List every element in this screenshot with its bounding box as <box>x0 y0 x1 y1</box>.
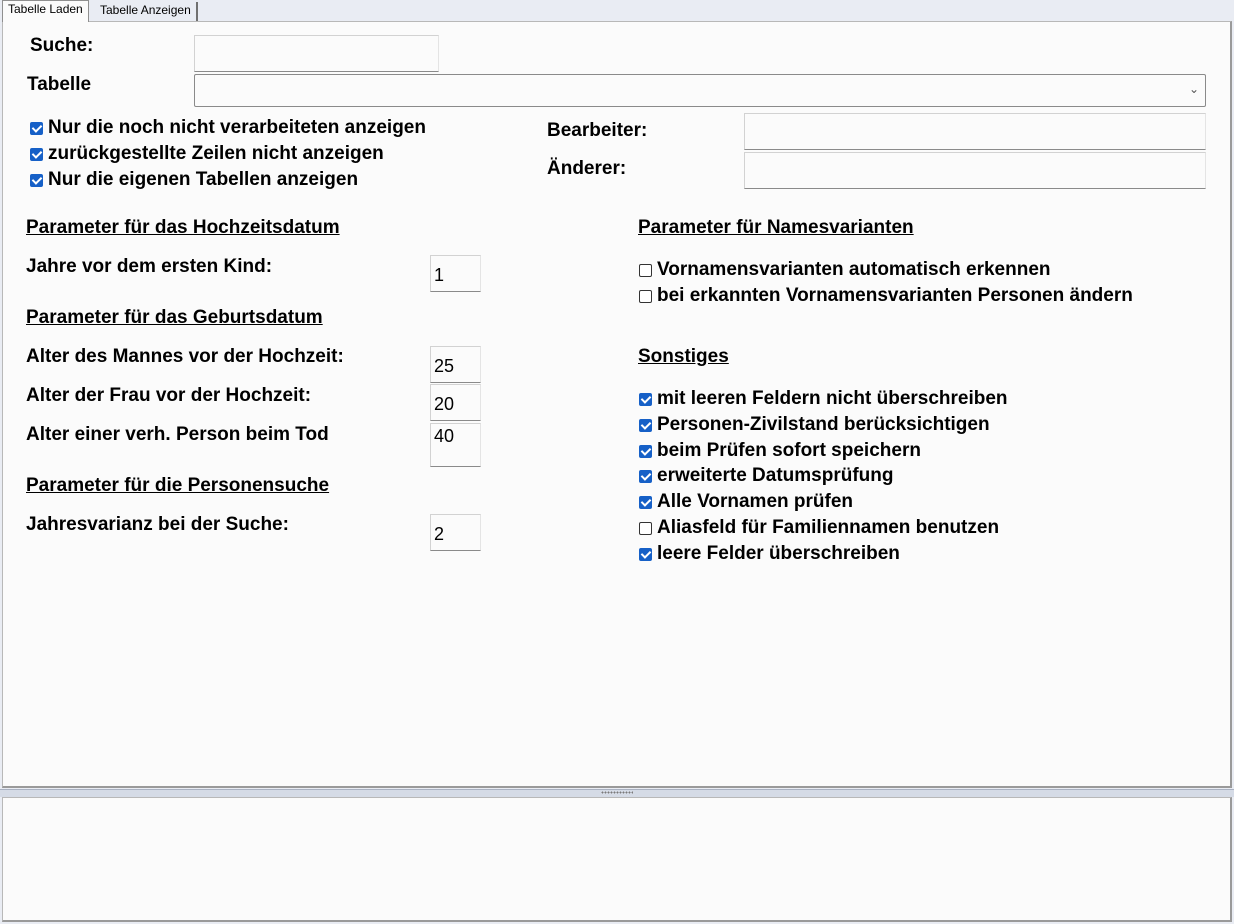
misc-option-5-checkbox[interactable] <box>639 522 652 535</box>
filter-own-tables-label[interactable]: Nur die eigenen Tabellen anzeigen <box>48 169 359 190</box>
filter-own-tables-checkbox[interactable] <box>30 174 43 187</box>
auto-detect-variants-checkbox[interactable] <box>639 264 652 277</box>
year-variance-input[interactable] <box>430 514 481 551</box>
filter-deferred-label[interactable]: zurückgestellte Zeilen nicht anzeigen <box>48 143 384 164</box>
misc-option-6-checkbox[interactable] <box>639 548 652 561</box>
wedding-params-header: Parameter für das Hochzeitsdatum <box>26 217 340 238</box>
misc-header: Sonstiges <box>638 346 729 367</box>
search-label: Suche: <box>30 35 94 56</box>
changer-input[interactable] <box>744 152 1206 189</box>
misc-option-0-label[interactable]: mit leeren Feldern nicht überschreiben <box>657 388 1008 409</box>
male-age-label: Alter des Mannes vor der Hochzeit: <box>26 346 344 367</box>
editor-input[interactable] <box>744 113 1206 150</box>
tab-tabelle-laden[interactable]: Tabelle Laden <box>2 0 89 22</box>
female-age-input[interactable] <box>430 384 481 421</box>
misc-option-5-label[interactable]: Aliasfeld für Familiennamen benutzen <box>657 517 1000 538</box>
splitter-grip-icon[interactable] <box>601 791 633 794</box>
misc-option-1-label[interactable]: Personen-Zivilstand berücksichtigen <box>657 414 990 435</box>
misc-option-0-checkbox[interactable] <box>639 393 652 406</box>
person-search-header: Parameter für die Personensuche <box>26 475 330 496</box>
misc-option-3-label[interactable]: erweiterte Datumsprüfung <box>657 465 894 486</box>
chevron-down-icon[interactable]: ⌄ <box>1188 82 1199 96</box>
misc-option-4-checkbox[interactable] <box>639 496 652 509</box>
table-label: Tabelle <box>27 74 92 95</box>
death-age-label: Alter einer verh. Person beim Tod <box>26 424 329 445</box>
bottom-panel <box>2 797 1232 922</box>
auto-detect-variants-label[interactable]: Vornamensvarianten automatisch erkennen <box>657 259 1051 280</box>
female-age-label: Alter der Frau vor der Hochzeit: <box>26 385 312 406</box>
tab-tabelle-anzeigen[interactable]: Tabelle Anzeigen <box>95 2 198 21</box>
years-before-child-label: Jahre vor dem ersten Kind: <box>26 256 273 277</box>
tab-strip <box>0 0 1234 21</box>
birth-params-header: Parameter für das Geburtsdatum <box>26 307 323 328</box>
misc-option-4-label[interactable]: Alle Vornamen prüfen <box>657 491 854 512</box>
filter-unprocessed-label[interactable]: Nur die noch nicht verarbeiteten anzeigen <box>48 117 426 138</box>
table-dropdown[interactable] <box>194 74 1206 107</box>
filter-deferred-checkbox[interactable] <box>30 148 43 161</box>
years-before-child-input[interactable] <box>430 255 481 292</box>
search-input[interactable] <box>194 35 439 72</box>
misc-option-2-label[interactable]: beim Prüfen sofort speichern <box>657 440 921 461</box>
name-variants-header: Parameter für Namesvarianten <box>638 217 914 238</box>
misc-option-3-checkbox[interactable] <box>639 470 652 483</box>
filter-unprocessed-checkbox[interactable] <box>30 122 43 135</box>
misc-option-6-label[interactable]: leere Felder überschreiben <box>657 543 900 564</box>
change-persons-variants-checkbox[interactable] <box>639 290 652 303</box>
male-age-input[interactable] <box>430 346 481 383</box>
death-age-input[interactable] <box>430 423 481 467</box>
misc-option-2-checkbox[interactable] <box>639 445 652 458</box>
changer-label: Änderer: <box>547 158 627 179</box>
misc-option-1-checkbox[interactable] <box>639 419 652 432</box>
editor-label: Bearbeiter: <box>547 120 648 141</box>
year-variance-label: Jahresvarianz bei der Suche: <box>26 514 289 535</box>
change-persons-variants-label[interactable]: bei erkannten Vornamensvarianten Personen ändern <box>657 285 1133 306</box>
